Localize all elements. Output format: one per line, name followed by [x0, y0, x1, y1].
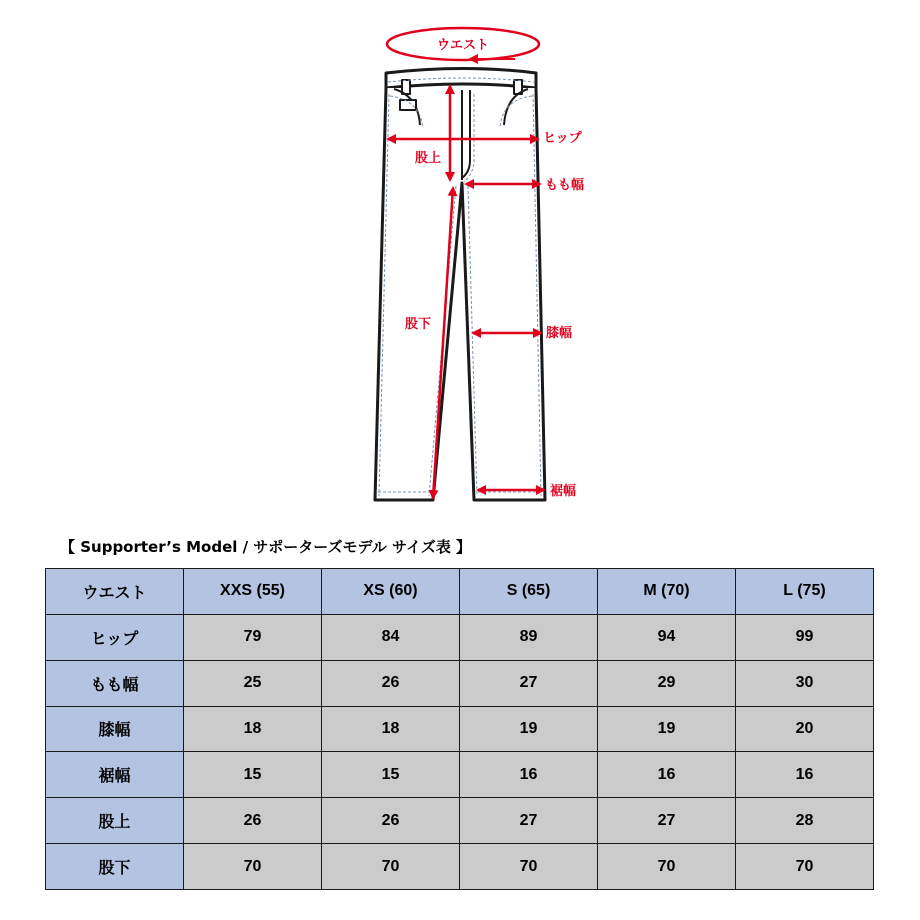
table-cell: 25: [184, 660, 322, 706]
thigh-label: もも幅: [545, 178, 585, 193]
table-cell: 27: [598, 798, 736, 844]
table-cell: 28: [736, 798, 874, 844]
size-header-cell: M (70): [598, 569, 736, 615]
row-label-inseam: 股下: [46, 844, 184, 890]
table-cell: 26: [184, 798, 322, 844]
waist-label: ウエスト: [436, 38, 490, 53]
table-cell: 70: [598, 844, 736, 890]
table-cell: 16: [736, 752, 874, 798]
rise-label: 股上: [415, 151, 442, 166]
table-cell: 18: [322, 706, 460, 752]
table-cell: 99: [736, 614, 874, 660]
row-label-rise: 股上: [46, 798, 184, 844]
row-label-thigh: もも幅: [46, 660, 184, 706]
table-cell: 30: [736, 660, 874, 706]
table-row: [46, 798, 874, 844]
table-cell: 18: [184, 706, 322, 752]
table-cell: 70: [184, 844, 322, 890]
size-header-row: [46, 569, 874, 615]
row-label-hem: 裾幅: [46, 752, 184, 798]
inseam-label: 股下: [405, 317, 432, 332]
table-cell: 84: [322, 614, 460, 660]
table-cell: 79: [184, 614, 322, 660]
table-row: [46, 660, 874, 706]
table-row: [46, 844, 874, 890]
row-label-hip: ヒップ: [46, 614, 184, 660]
table-cell: 15: [184, 752, 322, 798]
table-cell: 26: [322, 798, 460, 844]
size-header-cell: XS (60): [322, 569, 460, 615]
table-row: [46, 706, 874, 752]
table-cell: 70: [460, 844, 598, 890]
table-cell: 94: [598, 614, 736, 660]
table-cell: 19: [598, 706, 736, 752]
hem-label: 裾幅: [550, 484, 577, 499]
table-cell: 16: [598, 752, 736, 798]
corner-label-waist: ウエスト: [46, 569, 184, 615]
jeans-outline: [375, 69, 545, 501]
table-cell: 20: [736, 706, 874, 752]
table-cell: 70: [736, 844, 874, 890]
hip-label: ヒップ: [543, 131, 582, 146]
table-cell: 27: [460, 798, 598, 844]
size-chart-heading: 【 Supporter’s Model / サポーターズモデル サイズ表 】: [60, 538, 472, 556]
size-header-cell: S (65): [460, 569, 598, 615]
table-cell: 16: [460, 752, 598, 798]
table-cell: 27: [460, 660, 598, 706]
table-cell: 89: [460, 614, 598, 660]
knee-label: 膝幅: [546, 326, 573, 341]
size-header-cell: L (75): [736, 569, 874, 615]
row-label-knee: 膝幅: [46, 706, 184, 752]
table-cell: 15: [322, 752, 460, 798]
table-cell: 29: [598, 660, 736, 706]
table-row: [46, 614, 874, 660]
table-cell: 19: [460, 706, 598, 752]
size-header-cell: XXS (55): [184, 569, 322, 615]
size-chart-table: [45, 568, 874, 890]
table-cell: 70: [322, 844, 460, 890]
table-cell: 26: [322, 660, 460, 706]
table-row: [46, 752, 874, 798]
